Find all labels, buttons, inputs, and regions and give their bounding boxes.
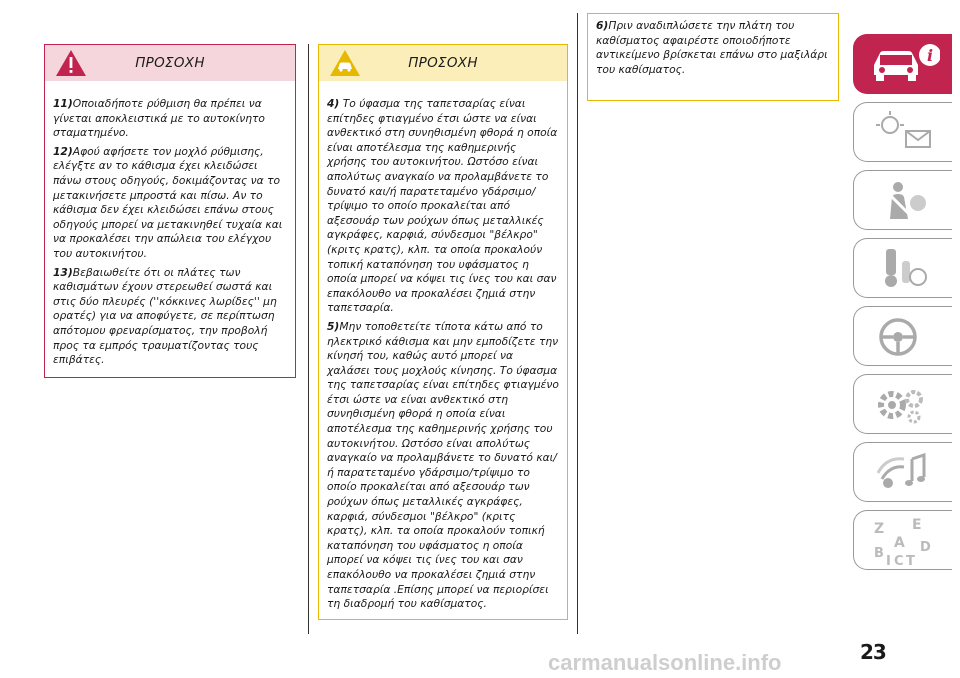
steering-wheel-icon — [868, 313, 940, 359]
tab-warning-lights[interactable] — [853, 102, 952, 162]
svg-text:B: B — [874, 546, 884, 561]
warning-box-yellow — [318, 44, 568, 620]
warning-item-11: 11)Οποιαδήποτε ρύθμιση θα πρέπει να γίνεται αποκλειστικά με το αυτοκίνητο σταματημένο. — [53, 97, 265, 140]
svg-text:T: T — [906, 554, 915, 567]
note-box-yellow — [587, 13, 839, 101]
warning-title: ΠΡΟΣΟΧΗ — [408, 55, 478, 71]
warning-item-4: 4) Το ύφασμα της ταπετσαρίας είναι επίτηδες φτιαγμένο έτσι ώστε να είναι ανθεκτικό στη συνηθισμένη φθορά η οποία είναι αποτέλεσμα της καθημερινής χρήσης του αυτοκινήτου. Ωστόσο είναι απολύτως αναγκαίο να προλαμβάνετε το δυνατό και/ή παρατεταμένο γδάρσιμο/ τρίψιμο το οποίο προκαλείται από αξεσουάρ των ρούχων όπως μεταλλικές αγκράφες, καρφιά, σύνδεσμοι "βέλκρο" (κριτς κρατς), κλπ. τα οποία προκαλούν τοπική καταπόνηση του υφάσματος η οποία μπορεί να κόψει τις ίνες του και σαν επακόλουθο να προκαλέσει ζημιά στην ταπετσαρία. — [327, 97, 558, 315]
svg-text:A: A — [894, 535, 905, 551]
warning-body — [53, 97, 287, 372]
note-item-6: 6)Πριν αναδιπλώσετε την πλάτη του καθίσματος αφαιρέστε οποιοδήποτε αντικείμενο βρίσκεται επάνω στο μαξιλάρι του καθίσματος. — [596, 19, 828, 76]
column-divider — [308, 44, 309, 634]
watermark: carmanualsonline.info — [548, 650, 782, 675]
multimedia-icon — [868, 449, 940, 495]
tab-multimedia[interactable] — [853, 442, 952, 502]
warning-header — [45, 45, 295, 81]
warning-item-12: 12)Αφού αφήσετε τον μοχλό ρύθμισης, ελέγξτε αν το κάθισμα έχει κλειδώσει πάνω στους οδηγούς, δοκιμάζοντας να το μετακινήσετε μπροστά και πίσω. Αν το κάθισμα δεν έχει κλειδώσει επάνω στους οδηγούς μπορεί να μετακινηθεί τυχαία και να προκαλέσει την απώλεια του ελέγχου του αυτοκινήτου. — [53, 144, 283, 260]
warning-item-5: 5)Μην τοποθετείτε τίποτα κάτω από το ηλεκτρικό κάθισμα και μην εμποδίζετε την κίνησή του, καθώς αυτό μπορεί να χαλάσει τους μοχλούς κίνησης. Το ύφασμα της ταπετσαρίας είναι επίτηδες φτιαγμένο έτσι ώστε να είναι ανθεκτικό στη συνηθισμένη φθορά η οποία είναι αποτέλεσμα της καθημερινής χρήσης του αυτοκινήτου. Ωστόσο είναι απολύτως αναγκαίο να προλαμβάνετε το δυνατό και/ή παρατεταμένο γδάρσιμο/τρίψιμο το οποίο προκαλείται από αξεσουάρ των ρούχων όπως μεταλλικές αγκράφες, καρφιά, σύνδεσμοι "βέλκρο" (κριτς κρατς), κλπ. τα οποία προκαλούν τοπική καταπόνηση του υφάσματος η οποία μπορεί να κόψει τις ίνες του και σαν επακόλουθο να προκαλέσει ζημιά στην ταπετσαρία .Επίσης μπορεί να περιορίσει τη διαδρομή του καθίσματος. — [327, 319, 559, 611]
note-body — [596, 19, 830, 81]
warning-box-red — [44, 44, 296, 378]
warning-item-13: 13)Βεβαιωθείτε ότι οι πλάτες των καθισμάτων έχουν στερεωθεί σωστά και στις δύο πλευρές (''κόκκινες λωρίδες'' μη ορατές) για να αποφύγετε, σε περίπτωση απότομου φρεναρίσματος, την προβολή προς τα εμπρός τραυματίζοντας τους επιβάτες. — [53, 265, 277, 367]
tab-seatbelt-airbag[interactable] — [853, 170, 952, 230]
index-letters-icon — [868, 517, 940, 567]
svg-text:i: i — [926, 46, 934, 65]
tab-gear-service[interactable] — [853, 374, 952, 434]
car-damage-warning-icon — [329, 49, 361, 77]
warning-title: ΠΡΟΣΟΧΗ — [135, 55, 205, 71]
column-divider — [577, 13, 578, 634]
warning-body — [327, 97, 559, 616]
gear-service-icon — [868, 381, 940, 427]
svg-text:I: I — [886, 554, 891, 567]
svg-text:C: C — [894, 554, 904, 567]
svg-text:E: E — [912, 517, 922, 533]
svg-text:Z: Z — [874, 521, 885, 537]
warning-lights-icon — [868, 109, 940, 155]
tab-steering-wheel[interactable] — [853, 306, 952, 366]
car-info-icon — [868, 41, 940, 87]
warning-header — [319, 45, 567, 81]
key-ignition-icon — [868, 245, 940, 291]
seatbelt-airbag-icon — [868, 177, 940, 223]
svg-text:D: D — [920, 540, 931, 555]
tab-key-ignition[interactable] — [853, 238, 952, 298]
page-number: 23 — [860, 640, 886, 664]
tab-index[interactable] — [853, 510, 952, 570]
tab-car-info[interactable] — [853, 34, 952, 94]
warning-triangle-icon — [55, 49, 87, 77]
